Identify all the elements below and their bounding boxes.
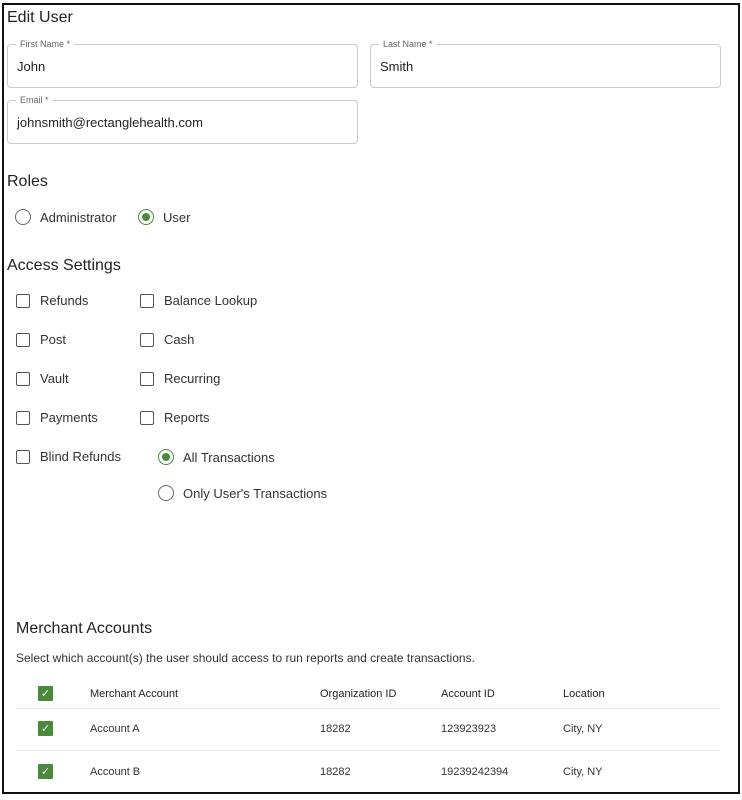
location-cell: City, NY [563,723,603,735]
checkbox-icon [140,333,154,347]
payments-checkbox[interactable] [16,410,98,425]
checkbox-icon [140,372,154,386]
role-user-radio[interactable] [138,209,190,225]
checkbox-icon [16,450,30,464]
organization-id-cell: 18282 [320,766,351,778]
last-name-label: Last Name * [379,39,437,49]
checkbox-label: Balance Lookup [164,293,258,308]
checkbox-icon [140,294,154,308]
merchant-account-cell: Account A [90,723,140,735]
table-row [16,708,720,750]
checkbox-label: Blind Refunds [40,449,121,464]
row-checkbox[interactable]: ✓ [38,764,53,779]
cash-checkbox[interactable] [140,332,194,347]
organization-id-cell: 18282 [320,723,351,735]
column-header: Account ID [441,688,495,700]
only-users-transactions-radio[interactable] [158,485,327,501]
post-checkbox[interactable] [16,332,66,347]
checkbox-label: Payments [40,410,98,425]
select-all-checkbox[interactable]: ✓ [38,686,53,701]
account-id-cell: 123923923 [441,723,497,735]
last-name-value: Smith [380,59,414,74]
role-label: Administrator [40,209,117,225]
refunds-checkbox[interactable] [16,293,88,308]
radio-icon [158,485,174,501]
reports-checkbox[interactable] [140,410,210,425]
first-name-label: First Name * [16,39,74,49]
checkbox-label: Refunds [40,293,89,308]
checkbox-label: Reports [164,410,210,425]
column-header: Location [563,688,605,700]
recurring-checkbox[interactable] [140,371,220,386]
checkbox-icon [140,411,154,425]
radio-selected-icon [138,209,154,225]
merchant-account-cell: Account B [90,766,141,778]
column-header: Merchant Account [90,688,179,700]
location-cell: City, NY [563,766,603,778]
first-name-value: John [17,59,46,74]
radio-selected-icon [158,449,174,465]
checkbox-label: Post [40,332,67,347]
all-transactions-radio[interactable] [158,449,275,465]
radio-icon [15,209,31,225]
row-checkbox[interactable]: ✓ [38,721,53,736]
last-name-field[interactable] [370,39,721,88]
balance-lookup-checkbox[interactable] [140,293,257,308]
radio-label: Only User's Transactions [183,485,328,501]
radio-label: All Transactions [183,449,275,465]
column-header: Organization ID [320,688,397,700]
email-value: johnsmith@rectanglehealth.com [17,115,203,130]
checkbox-icon [16,333,30,347]
checkbox-label: Recurring [164,371,221,386]
roles-heading: Roles [7,173,48,190]
email-field[interactable] [7,95,358,144]
role-label: User [163,209,191,225]
account-id-cell: 19239242394 [441,766,509,778]
first-name-field[interactable] [7,39,358,88]
role-administrator-radio[interactable] [15,209,117,225]
checkbox-label: Vault [40,371,69,386]
email-label: Email * [16,95,53,105]
page-title: Edit User [7,9,73,26]
merchant-accounts-description: Select which account(s) the user should access to run reports and create transactions. [16,651,475,665]
blind-refunds-checkbox[interactable] [16,449,121,464]
checkbox-icon [16,372,30,386]
checkbox-icon [16,294,30,308]
access-settings-heading: Access Settings [7,257,121,274]
checkbox-icon [16,411,30,425]
checkbox-label: Cash [164,332,195,347]
vault-checkbox[interactable] [16,371,69,386]
merchant-accounts-heading: Merchant Accounts [16,620,153,637]
table-row [16,751,720,793]
